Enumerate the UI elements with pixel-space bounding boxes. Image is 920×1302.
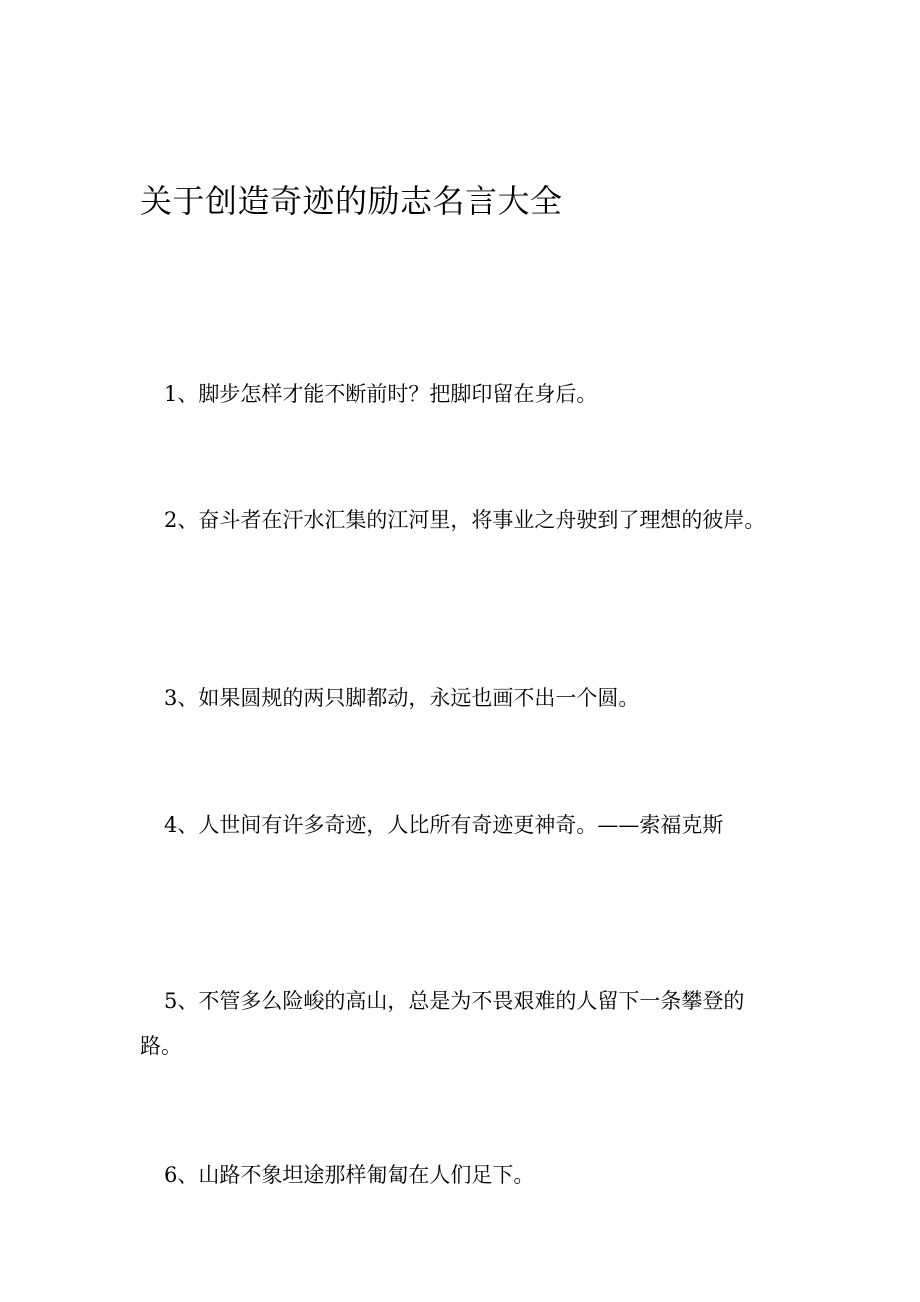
quote-item-1: 1、脚步怎样才能不断前时？把脚印留在身后。	[164, 382, 598, 406]
quote-item-5: 5、不管多么险峻的高山，总是为不畏艰难的人留下一条攀登的路。	[140, 989, 745, 1058]
quote-item-6: 6、山路不象坦途那样匍匐在人们足下。	[164, 1163, 535, 1187]
quote-item-3: 3、如果圆规的两只脚都动，永远也画不出一个圆。	[164, 686, 640, 710]
quote-item-2: 2、奋斗者在汗水汇集的江河里，将事业之舟驶到了理想的彼岸。	[164, 508, 766, 532]
document-title: 关于创造奇迹的励志名言大全	[140, 182, 563, 220]
quote-item-4: 4、人世间有许多奇迹，人比所有奇迹更神奇。——索福克斯	[164, 813, 724, 837]
